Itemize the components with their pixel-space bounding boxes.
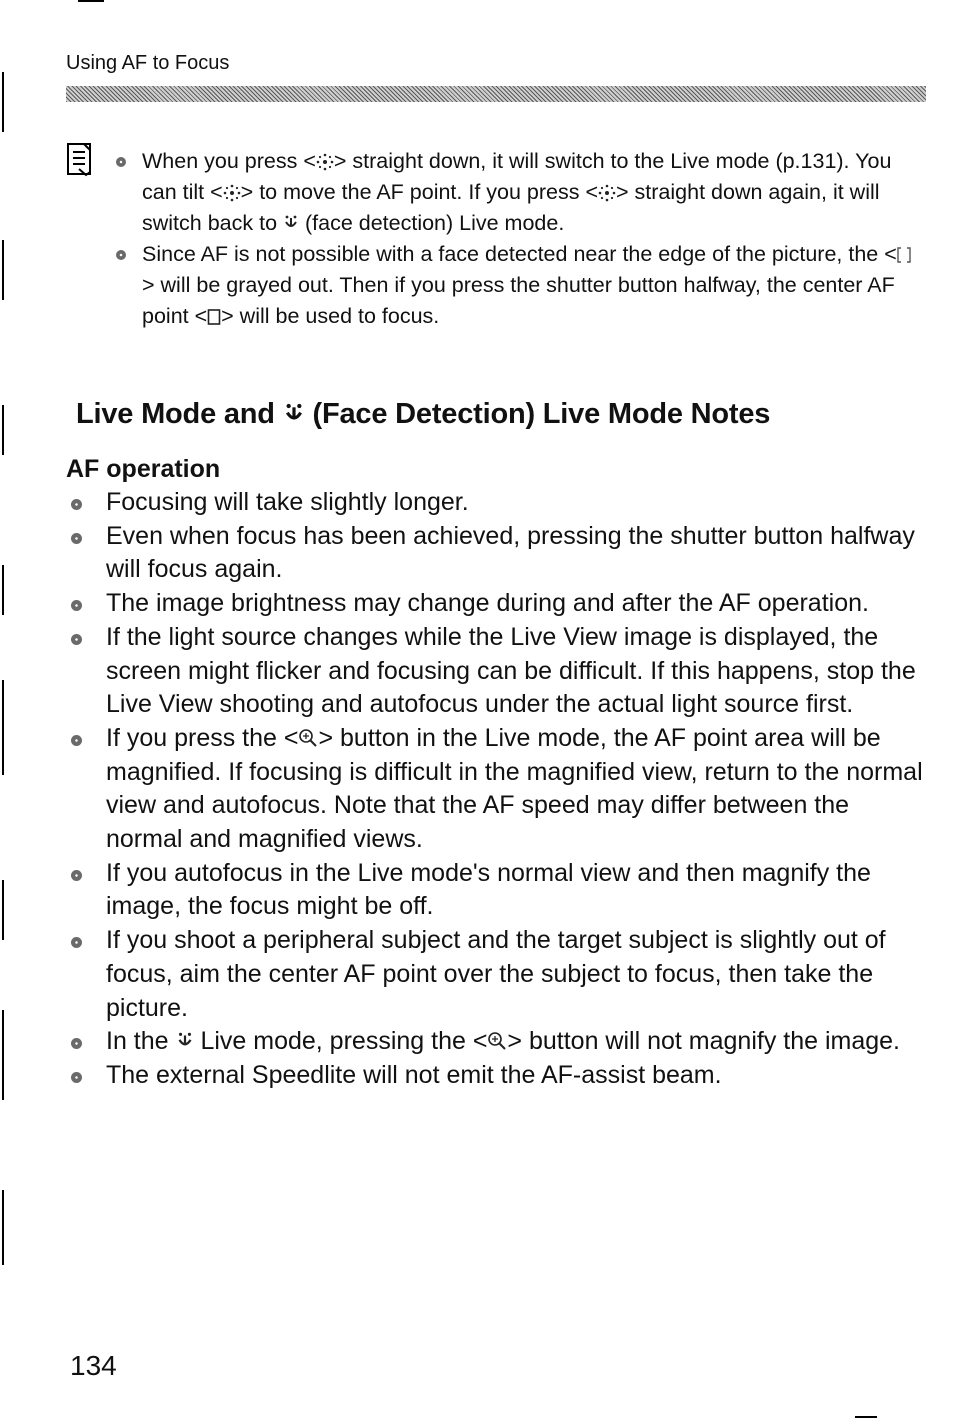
page-number: 134 — [70, 1350, 117, 1381]
memo-note-text: > will be used to focus. — [221, 304, 440, 328]
multi-controller-icon — [316, 153, 334, 171]
face-detection-icon — [283, 402, 305, 426]
scan-edge-mark-left — [2, 880, 4, 940]
memo-notes-list — [112, 146, 912, 332]
list-item — [66, 1025, 926, 1059]
list-item: If you shoot a peripheral subject and the target subject is slightly out of focus, aim the center AF point over the subject to focus, then take the picture. — [66, 924, 926, 1025]
memo-note-icon — [66, 142, 94, 178]
section-title — [76, 398, 770, 431]
magnify-icon — [487, 1031, 507, 1051]
section-title-part: (Face Detection) Live Mode Notes — [304, 398, 771, 430]
scan-edge-mark-top-left — [78, 0, 104, 2]
scan-edge-mark-left — [2, 680, 4, 775]
center-af-point-icon — [207, 308, 221, 326]
face-detection-icon — [283, 214, 299, 232]
list-item-text: In the — [106, 1027, 176, 1056]
multi-controller-icon — [598, 184, 616, 202]
memo-note — [112, 239, 912, 332]
multi-controller-icon — [223, 184, 241, 202]
memo-note-text: > straight down, it will switch to the Live mode (p.131). You can tilt < — [142, 149, 892, 204]
list-item: The external Speedlite will not emit the AF-assist beam. — [66, 1059, 926, 1093]
memo-note-text: Since AF is not possible with a face detected near the edge of the picture, the < — [142, 242, 897, 266]
memo-note-text: > will be grayed out. Then if you press the shutter button halfway, the center AF point < — [142, 273, 895, 328]
list-item: If the light source changes while the Live View image is displayed, the screen might flicker and focusing can be difficult. If this happens, stop the Live View shooting and autofocus under the actual light source first. — [66, 621, 926, 722]
scan-edge-mark-left — [2, 72, 4, 132]
face-detection-icon — [176, 1031, 194, 1051]
memo-note — [112, 146, 912, 239]
scan-edge-mark-left — [2, 565, 4, 615]
memo-note-text: > straight down again, it will switch back to — [142, 180, 880, 235]
running-header: Using AF to Focus — [66, 52, 230, 74]
list-item: Even when focus has been achieved, pressing the shutter button halfway will focus again. — [66, 520, 926, 587]
list-item: If you autofocus in the Live mode's normal view and then magnify the image, the focus might be off. — [66, 857, 926, 924]
af-operation-list — [66, 486, 926, 1093]
scan-edge-mark-bottom-right — [855, 1416, 877, 1418]
list-item: Focusing will take slightly longer. — [66, 486, 926, 520]
scan-edge-mark-left — [2, 1010, 4, 1100]
list-item-text: Live mode, pressing the < — [193, 1027, 488, 1056]
af-frame-icon — [897, 246, 911, 264]
section-title-part: Live Mode and — [76, 398, 283, 430]
list-item — [66, 722, 926, 857]
list-item: The image brightness may change during and after the AF operation. — [66, 587, 926, 621]
scan-edge-mark-left — [2, 405, 4, 455]
header-band — [66, 86, 926, 102]
scan-edge-mark-left — [2, 240, 4, 300]
memo-note-text: > to move the AF point. If you press < — [240, 180, 599, 204]
subheading-af-operation: AF operation — [66, 455, 221, 483]
list-item-text: If you press the < — [106, 723, 299, 752]
memo-note-text: When you press < — [142, 149, 316, 173]
list-item-text: > button in the Live mode, the AF point area will be magnified. If focusing is difficult in the magnified view, return to the normal view and autofocus. Note that the AF speed may differ between the normal and magnified views. — [106, 723, 923, 854]
list-item-text: > button will not magnify the image. — [507, 1027, 900, 1056]
memo-note-text: (face detection) Live mode. — [299, 211, 565, 235]
scan-edge-mark-left — [2, 1190, 4, 1265]
magnify-icon — [298, 728, 318, 748]
